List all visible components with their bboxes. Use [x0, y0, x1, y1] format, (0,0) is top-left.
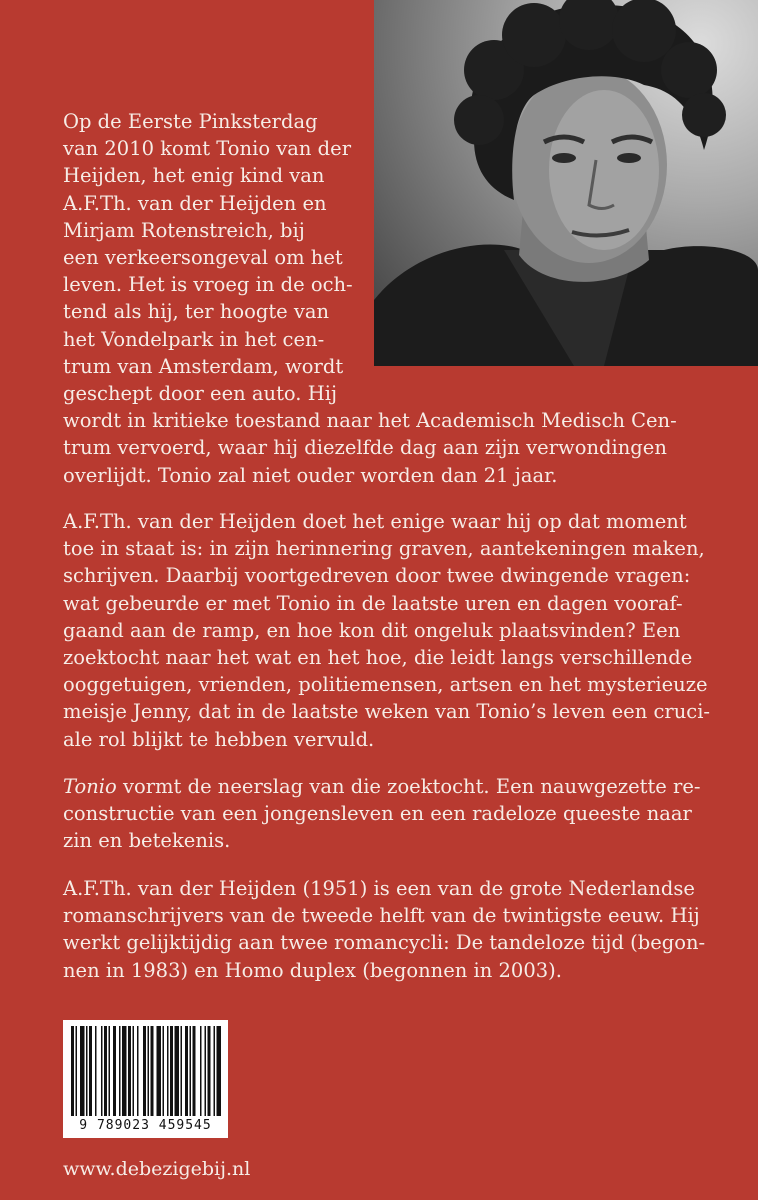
barcode-bar	[143, 1026, 146, 1116]
text-line: tend als hij, ter hoogte van	[63, 300, 330, 324]
barcode-bar	[181, 1026, 183, 1116]
barcode-bar	[101, 1026, 103, 1116]
text-line: van 2010 komt Tonio van der	[63, 137, 352, 161]
text-line: trum van Amsterdam, wordt	[63, 354, 344, 378]
text-line: een verkeersongeval om het	[63, 246, 343, 270]
blurb-paragraph-3	[63, 773, 703, 855]
barcode-bar	[175, 1026, 180, 1116]
barcode-bar	[185, 1026, 188, 1116]
text-line: geschept door een auto. Hij	[63, 382, 337, 406]
text-line: A.F.Th. van der Heijden doet het enige waar hij op dat moment	[63, 510, 687, 533]
barcode-bar	[71, 1026, 74, 1116]
author-bio	[63, 875, 706, 984]
barcode-bar	[208, 1026, 211, 1116]
barcode-bar	[95, 1026, 97, 1116]
text-line	[63, 773, 703, 800]
barcode-bar	[163, 1026, 165, 1116]
text-line: meisje Jenny, dat in de laatste weken van Tonio’s leven een cruci-	[63, 700, 711, 724]
barcode-bar	[137, 1026, 139, 1116]
barcode-bar	[113, 1026, 116, 1116]
text-line: gaand aan de ramp, en hoe kon dit ongeluk plaatsvinden? Een	[63, 618, 681, 642]
blurb-paragraph-2	[63, 508, 711, 753]
text-line: schrijven. Daarbij voortgedreven door twee dwingende vragen:	[63, 564, 691, 588]
text-line: nen in 1983) en Homo duplex (begonnen in 2003).	[63, 958, 562, 982]
isbn-number: 9 789023 459545	[79, 1118, 212, 1133]
barcode-bar	[89, 1026, 92, 1116]
text-line: overlijdt. Tonio zal niet ouder worden dan 21 jaar.	[63, 463, 558, 487]
blurb-paragraph-1	[63, 108, 703, 489]
text-line: Mirjam Rotenstreich, bij	[63, 218, 305, 242]
text-line: Heijden, het enig kind van	[63, 164, 325, 188]
barcode-bar	[205, 1026, 207, 1116]
text-line: Op de Eerste Pinksterdag	[63, 110, 318, 133]
text-line: ale rol blijkt te hebben vervuld.	[63, 727, 375, 751]
text-line: het Vondelpark in het cen-	[63, 327, 325, 351]
text-line: zin en betekenis.	[63, 829, 231, 853]
text-line: zoektocht naar het wat en het hoe, die leidt langs verschillende	[63, 646, 693, 670]
publisher-website: www.debezigebij.nl	[63, 1158, 251, 1180]
barcode-bar	[76, 1026, 78, 1116]
barcode-bar	[190, 1026, 192, 1116]
barcode-bar	[167, 1026, 169, 1116]
book-title: Tonio	[63, 775, 117, 798]
text-line: constructie van een jongensleven en een radeloze queeste naar	[63, 802, 692, 826]
barcode-bar	[193, 1026, 196, 1116]
barcode-bar	[119, 1026, 121, 1116]
text-line: romanschrijvers van de tweede helft van de twintigste eeuw. Hij	[63, 904, 700, 928]
barcode-bar	[200, 1026, 202, 1116]
barcode-bar	[109, 1026, 111, 1116]
barcode-bar	[157, 1026, 162, 1116]
text-run: vormt de neerslag van die zoektocht. Een nauwgezette re-	[116, 775, 701, 798]
barcode-bar	[122, 1026, 127, 1116]
barcode-bar	[104, 1026, 107, 1116]
barcode-bar	[86, 1026, 88, 1116]
text-line: trum vervoerd, waar hij diezelfde dag aan zijn verwondingen	[63, 436, 667, 460]
barcode-bar	[217, 1026, 222, 1116]
barcode-bar	[151, 1026, 154, 1116]
text-line: toe in staat is: in zijn herinnering graven, aantekeningen maken,	[63, 537, 705, 561]
barcode-bar	[128, 1026, 131, 1116]
text-line: A.F.Th. van der Heijden (1951) is een van de grote Nederlandse	[63, 877, 695, 900]
barcode-bar	[148, 1026, 150, 1116]
barcode-bar	[214, 1026, 216, 1116]
text-line: ooggetuigen, vrienden, politiemensen, artsen en het mysterieuze	[63, 673, 708, 697]
barcode-bar	[133, 1026, 135, 1116]
text-line: werkt gelijktijdig aan twee romancycli: De tandeloze tijd (begon-	[63, 931, 706, 955]
text-line: wat gebeurde er met Tonio in de laatste uren en dagen vooraf-	[63, 591, 683, 615]
text-line: wordt in kritieke toestand naar het Academisch Medisch Cen-	[63, 409, 677, 433]
isbn-barcode	[63, 1020, 228, 1138]
barcode-bar	[170, 1026, 173, 1116]
barcode-bar	[80, 1026, 85, 1116]
text-line: leven. Het is vroeg in de och-	[63, 273, 353, 297]
text-line: A.F.Th. van der Heijden en	[63, 191, 327, 215]
